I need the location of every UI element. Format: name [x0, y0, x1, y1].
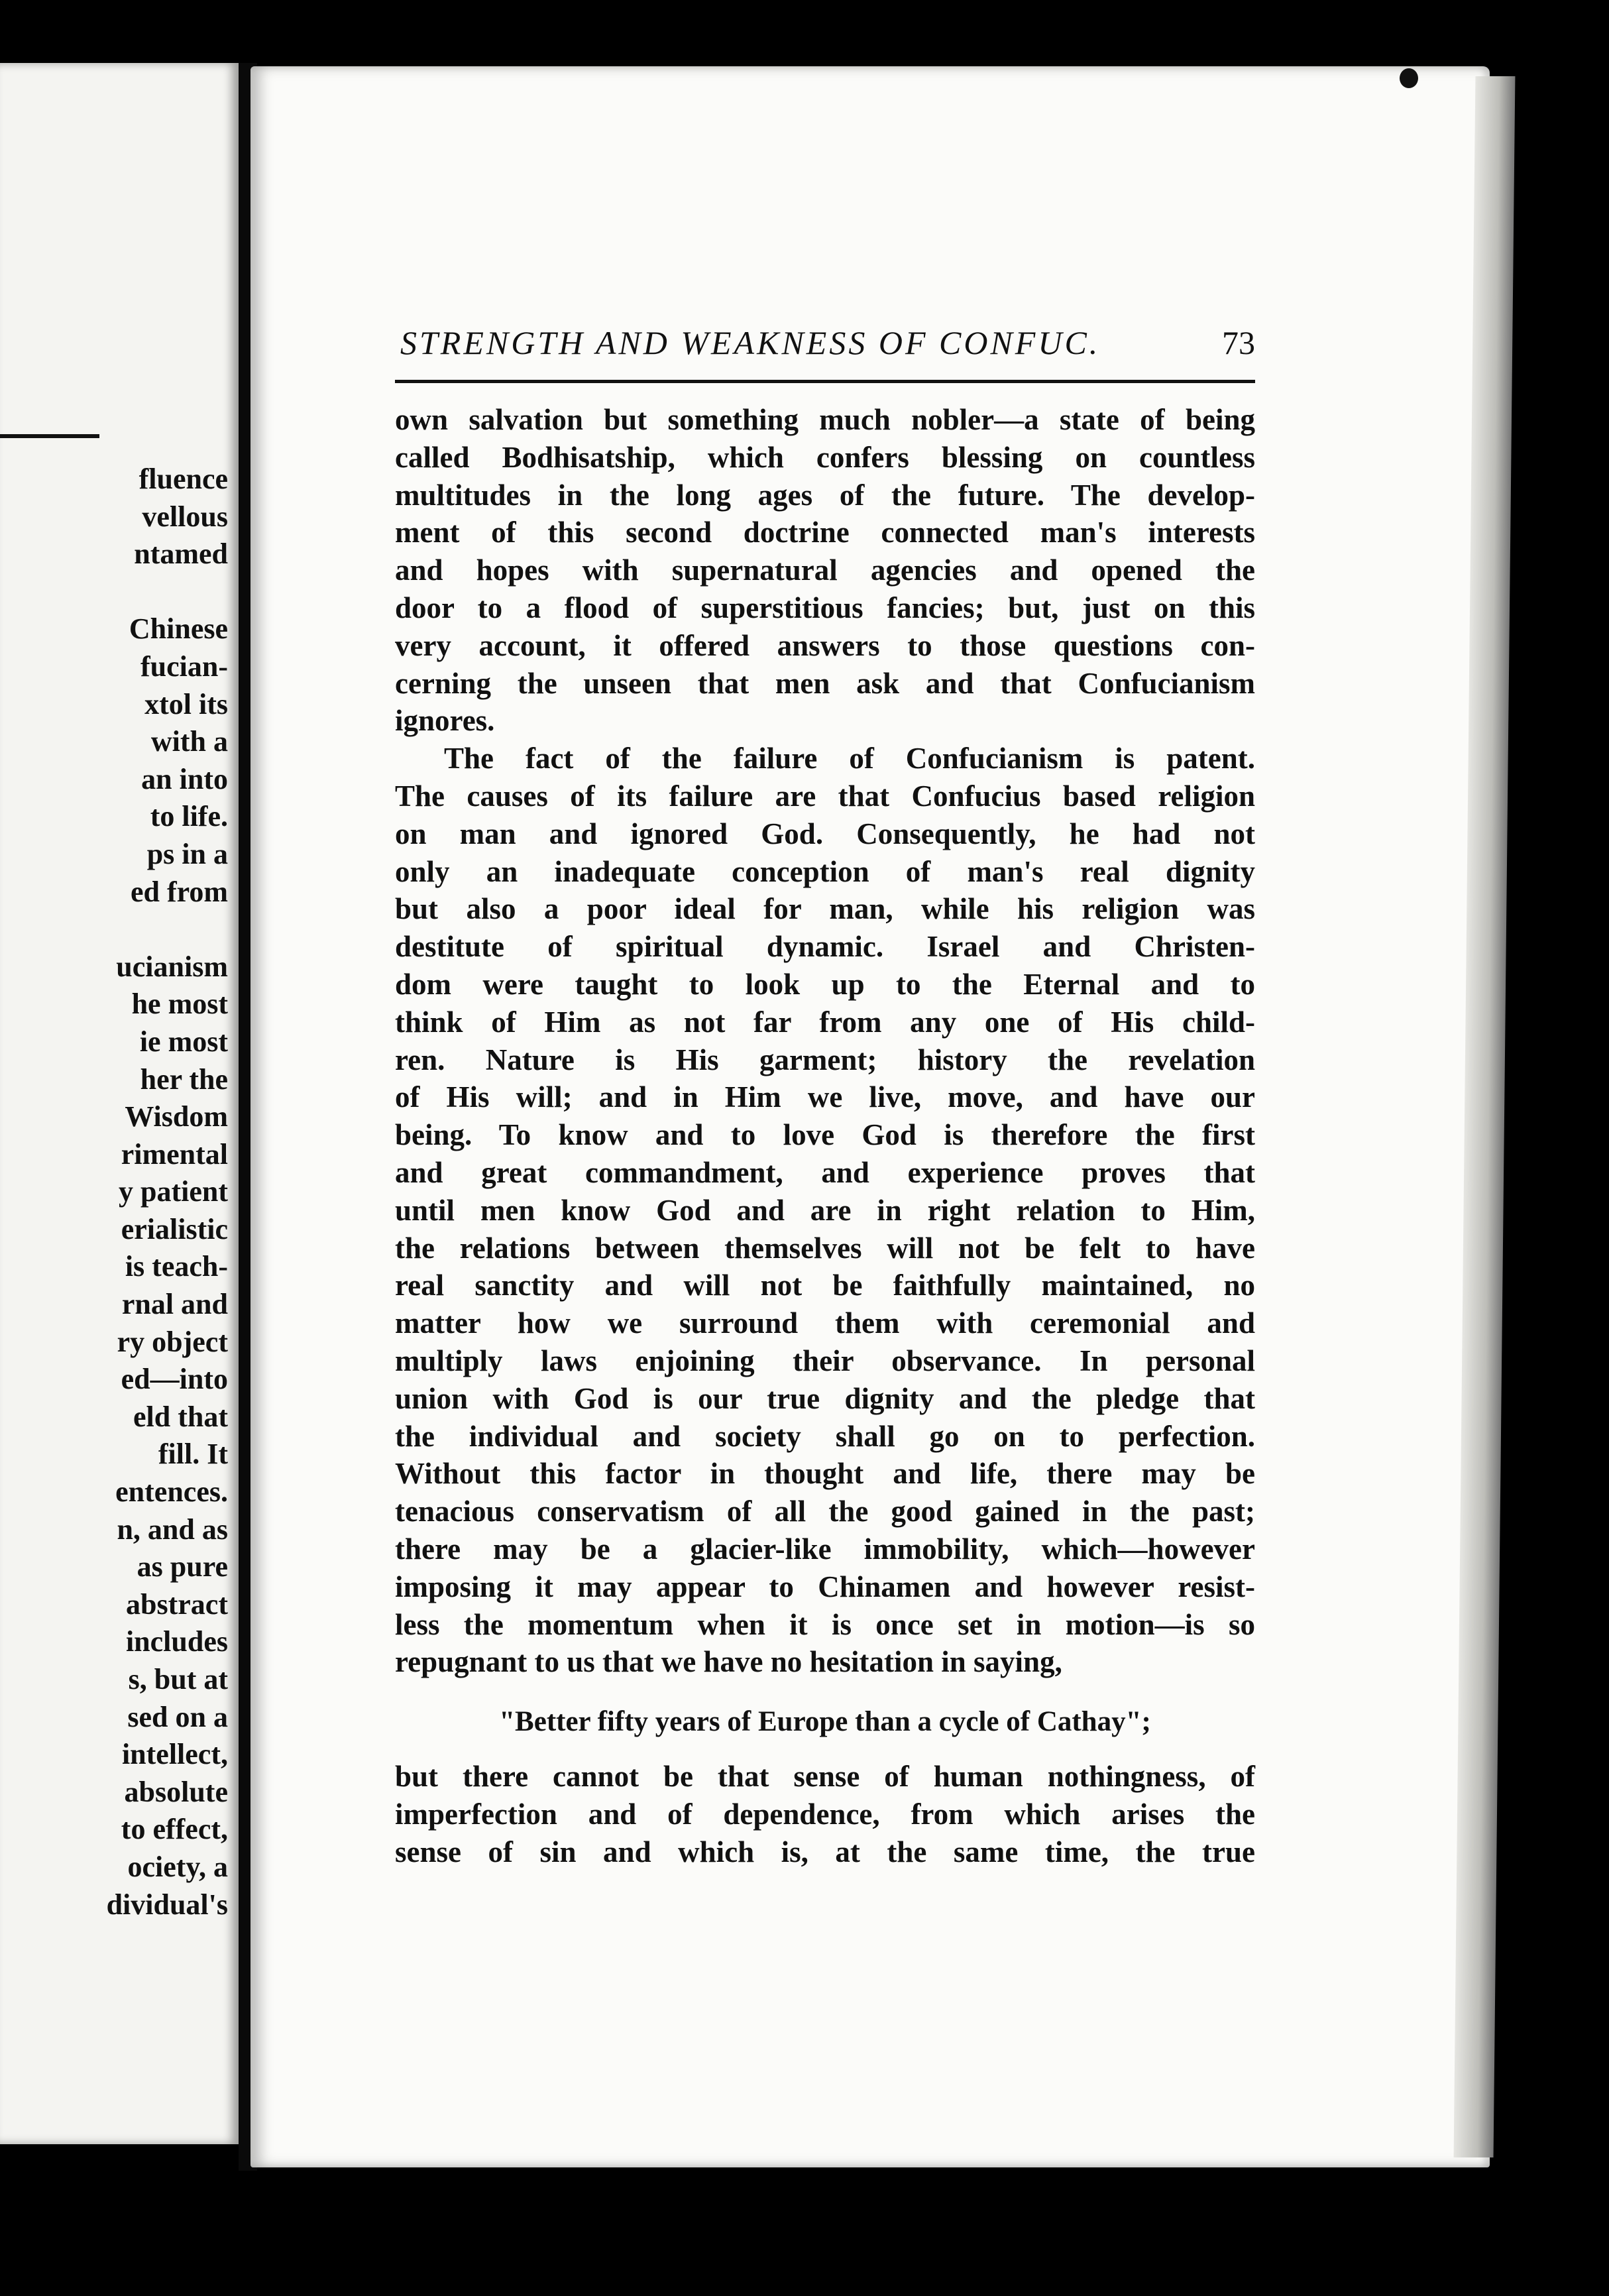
left-page-line: with a [150, 725, 228, 758]
left-page-line: he most [131, 988, 228, 1021]
running-header [400, 323, 1255, 362]
left-page-line: ie most [139, 1025, 228, 1058]
left-page-line: fluence [139, 463, 228, 495]
text-line: sense of sin and which is, at the same time, the true [395, 1835, 1255, 1868]
left-page-line: ed—into [121, 1363, 228, 1396]
text-line: only an inadequate conception of man's real dignity [395, 854, 1255, 888]
text-line: on man and ignored God. Consequently, he had not [395, 817, 1255, 850]
text-line: destitute of spiritual dynamic. Israel and Christen- [395, 930, 1255, 964]
left-page-line: intellect, [121, 1738, 228, 1771]
left-page-line: rnal and [121, 1288, 228, 1321]
text-line: multitudes in the long ages of the future. The develop- [395, 478, 1255, 512]
left-page-line: y patient [119, 1175, 228, 1208]
text-line: matter how we surround them with ceremonial and [395, 1306, 1255, 1340]
text-line: imperfection and of dependence, from which arises the [395, 1797, 1255, 1831]
text-line: The fact of the failure of Confucianism is patent. [444, 742, 1255, 775]
left-page-line: xtol its [144, 687, 228, 720]
text-line: own salvation but something much nobler—a state of being [395, 403, 1255, 436]
text-line: called Bodhisatship, which confers blessing on countless [395, 440, 1255, 474]
left-page-line: s, but at [128, 1663, 228, 1695]
closing-text [395, 1758, 1255, 1870]
block-quote: "Better fifty years of Europe than a cycle of Cathay"; [499, 1706, 1151, 1737]
text-line: Without this factor in thought and life, there may be [395, 1457, 1255, 1491]
text-line: ignores. [395, 704, 495, 738]
left-page-line: rimental [121, 1137, 228, 1171]
text-line: dom were taught to look up to the Eternal and to [395, 967, 1255, 1001]
left-page-line: ntamed [134, 538, 228, 571]
left-page-line: ucianism [116, 950, 228, 983]
left-page-line: ry object [117, 1325, 228, 1358]
left-page-line: Chinese [129, 612, 228, 646]
text-line: imposing it may appear to Chinamen and however resist- [395, 1570, 1255, 1603]
text-line: union with God is our true dignity and the pledge that [395, 1381, 1255, 1415]
previous-page [0, 63, 239, 2144]
text-line: tenacious conservatism of all the good gained in the past; [395, 1495, 1255, 1528]
text-line: less the momentum when it is once set in motion—is so [395, 1607, 1255, 1641]
left-page-line: to effect, [121, 1813, 228, 1846]
left-page-line: erialistic [121, 1212, 228, 1245]
left-page-text [107, 461, 228, 1923]
left-page-line: an into [141, 762, 228, 795]
text-line: ment of this second doctrine connected man's interests [395, 516, 1255, 549]
text-line: the relations between themselves will not be felt to have [395, 1231, 1255, 1265]
text-line: cerning the unseen that men ask and that Confucianism [395, 666, 1255, 700]
left-page-line: absolute [124, 1775, 228, 1808]
body-text [395, 401, 1255, 1681]
text-line: of His will; and in Him we live, move, and have our [395, 1080, 1255, 1114]
left-page-line: to life. [150, 800, 228, 833]
left-page-line: n, and as [117, 1513, 228, 1546]
left-page-line: ociety, a [127, 1850, 228, 1883]
ink-spot [1400, 68, 1418, 88]
left-page-line: as pure [137, 1550, 228, 1583]
left-page-line: entences. [115, 1475, 228, 1509]
left-page-line: Wisdom [125, 1100, 228, 1133]
text-line: and great commandment, and experience proves that [395, 1155, 1255, 1189]
text-line: and hopes with supernatural agencies and opened the [395, 553, 1255, 587]
left-page-rule [0, 434, 99, 438]
left-page-line: includes [125, 1625, 228, 1658]
page-number: 73 [1222, 324, 1255, 361]
text-line: there may be a glacier-like immobility, which—however [395, 1532, 1255, 1566]
left-page-line: vellous [142, 500, 228, 533]
running-title: STRENGTH AND WEAKNESS OF CONFUC. [400, 324, 1101, 361]
left-page-line: ps in a [146, 837, 228, 870]
left-page-line: her the [140, 1062, 228, 1096]
left-page-line [107, 911, 228, 948]
text-line: think of Him as not far from any one of His child- [395, 1005, 1255, 1039]
left-page-line: fill. It [158, 1438, 228, 1471]
header-rule [395, 380, 1255, 383]
text-line: the individual and society shall go on to perfection. [395, 1419, 1255, 1453]
left-page-line: is teach- [125, 1250, 228, 1283]
left-page-line: dividual's [106, 1888, 228, 1921]
left-page-line: ed from [130, 875, 228, 908]
text-line: being. To know and to love God is therefore the first [395, 1118, 1255, 1152]
text-line: The causes of its failure are that Confucius based religion [395, 779, 1255, 813]
left-page-line: sed on a [127, 1700, 228, 1733]
text-line: ren. Nature is His garment; history the revelation [395, 1043, 1255, 1076]
left-page-line: abstract [126, 1587, 228, 1621]
text-line: repugnant to us that we have no hesitation in saying, [395, 1645, 1062, 1679]
text-line: door to a flood of superstitious fancies; but, just on this [395, 591, 1255, 624]
left-page-line: fucian- [140, 650, 228, 683]
text-line: real sanctity and will not be faithfully maintained, no [395, 1269, 1255, 1302]
left-page-line: eld that [133, 1400, 228, 1433]
text-line: but there cannot be that sense of human nothingness, of [395, 1760, 1255, 1793]
left-page-line [107, 573, 228, 611]
text-line: multiply laws enjoining their observance. In personal [395, 1344, 1255, 1377]
text-line: but also a poor ideal for man, while his religion was [395, 892, 1255, 926]
text-line: very account, it offered answers to those questions con- [395, 628, 1255, 662]
text-line: until men know God and are in right relation to Him, [395, 1193, 1255, 1227]
